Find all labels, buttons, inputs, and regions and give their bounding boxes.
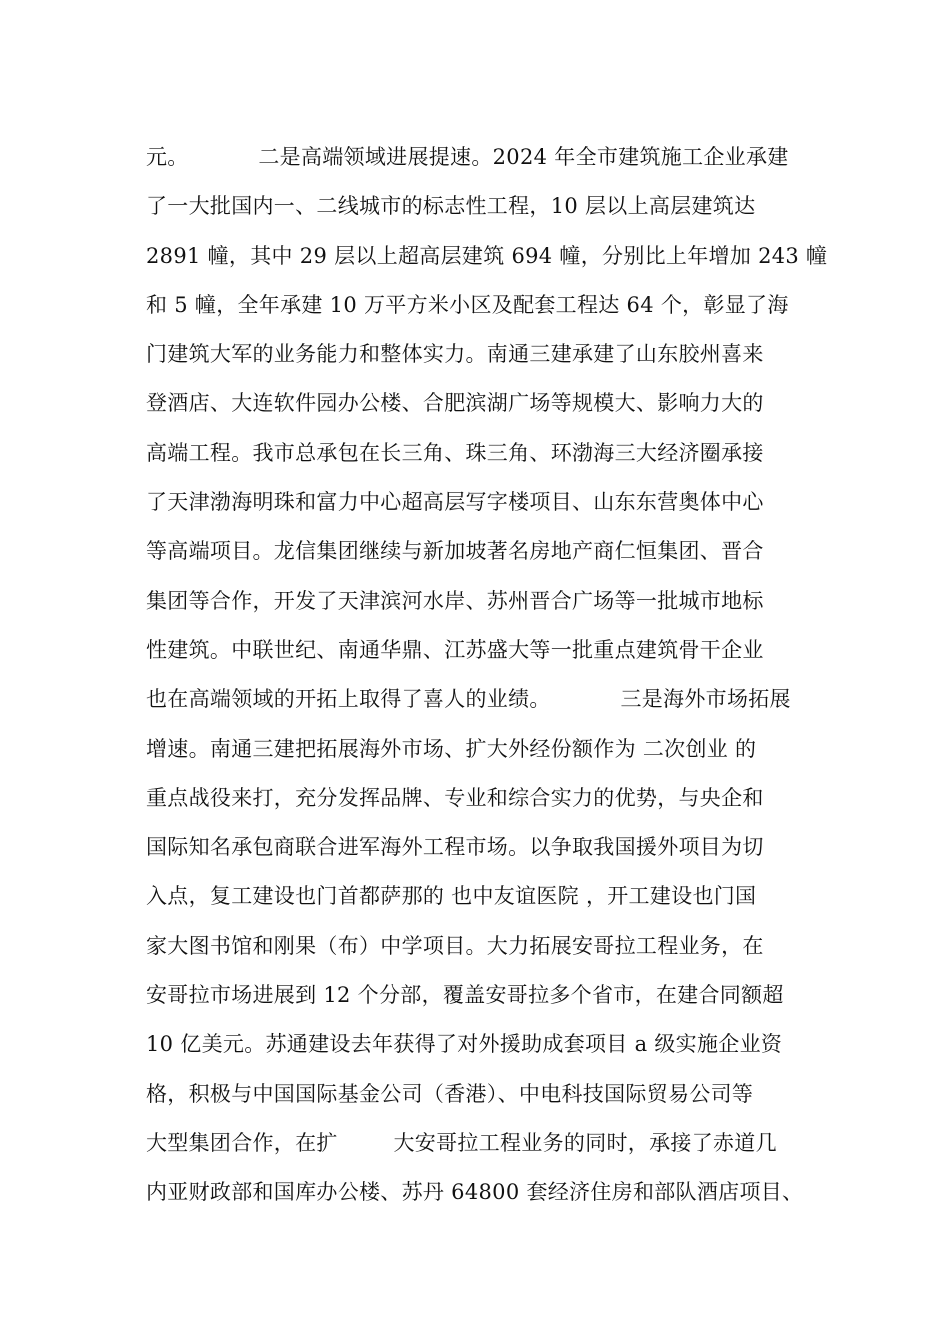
text-line: 安哥拉市场进展到 12 个分部，覆盖安哥拉多个省市，在建合同额超 xyxy=(146,983,784,1008)
text-line: 家大图书馆和刚果（布）中学项目。大力拓展安哥拉工程业务，在 xyxy=(146,933,764,958)
body-text xyxy=(146,133,826,1218)
text-line: 大型集团合作，在扩 大安哥拉工程业务的同时，承接了赤道几 xyxy=(146,1130,777,1155)
text-line: 登酒店、大连软件园办公楼、合肥滨湖广场等规模大、影响力大的 xyxy=(146,391,764,416)
text-line: 高端工程。我市总承包在长三角、珠三角、环渤海三大经济圈承接 xyxy=(146,440,764,465)
text-line: 了天津渤海明珠和富力中心超高层写字楼项目、山东东营奥体中心 xyxy=(146,490,764,515)
text-line: 元。 二是高端领域进展提速。2024 年全市建筑施工企业承建 xyxy=(146,145,789,169)
text-line: 2891 幢，其中 29 层以上超高层建筑 694 幢，分别比上年增加 243 幢 xyxy=(146,243,828,268)
text-line: 增速。南通三建把拓展海外市场、扩大外经份额作为 二次创业 的 xyxy=(146,736,757,761)
text-line: 10 亿美元。苏通建设去年获得了对外援助成套项目 a 级实施企业资 xyxy=(146,1032,783,1057)
text-line: 国际知名承包商联合进军海外工程市场。以争取我国援外项目为切 xyxy=(146,835,764,860)
text-line: 和 5 幢，全年承建 10 万平方米小区及配套工程达 64 个，彰显了海 xyxy=(146,292,789,317)
text-line: 性建筑。中联世纪、南通华鼎、江苏盛大等一批重点建筑骨干企业 xyxy=(146,637,764,662)
text-line: 重点战役来打，充分发挥品牌、专业和综合实力的优势，与央企和 xyxy=(146,785,764,810)
text-line: 入点，复工建设也门首都萨那的 也中友谊医院 ，开工建设也门国 xyxy=(146,884,757,909)
text-line: 门建筑大军的业务能力和整体实力。南通三建承建了山东胶州喜来 xyxy=(146,342,764,367)
text-line: 内亚财政部和国库办公楼、苏丹 64800 套经济住房和部队酒店项目、 xyxy=(146,1180,804,1205)
text-line: 也在高端领域的开拓上取得了喜人的业绩。 三是海外市场拓展 xyxy=(146,687,791,712)
text-line: 格，积极与中国国际基金公司（香港）、中电科技国际贸易公司等 xyxy=(146,1081,754,1106)
text-line: 集团等合作，开发了天津滨河水岸、苏州晋合广场等一批城市地标 xyxy=(146,588,764,613)
text-line: 等高端项目。龙信集团继续与新加坡著名房地产商仁恒集团、晋合 xyxy=(146,539,764,564)
text-line: 了一大批国内一、二线城市的标志性工程，10 层以上高层建筑达 xyxy=(146,194,756,219)
